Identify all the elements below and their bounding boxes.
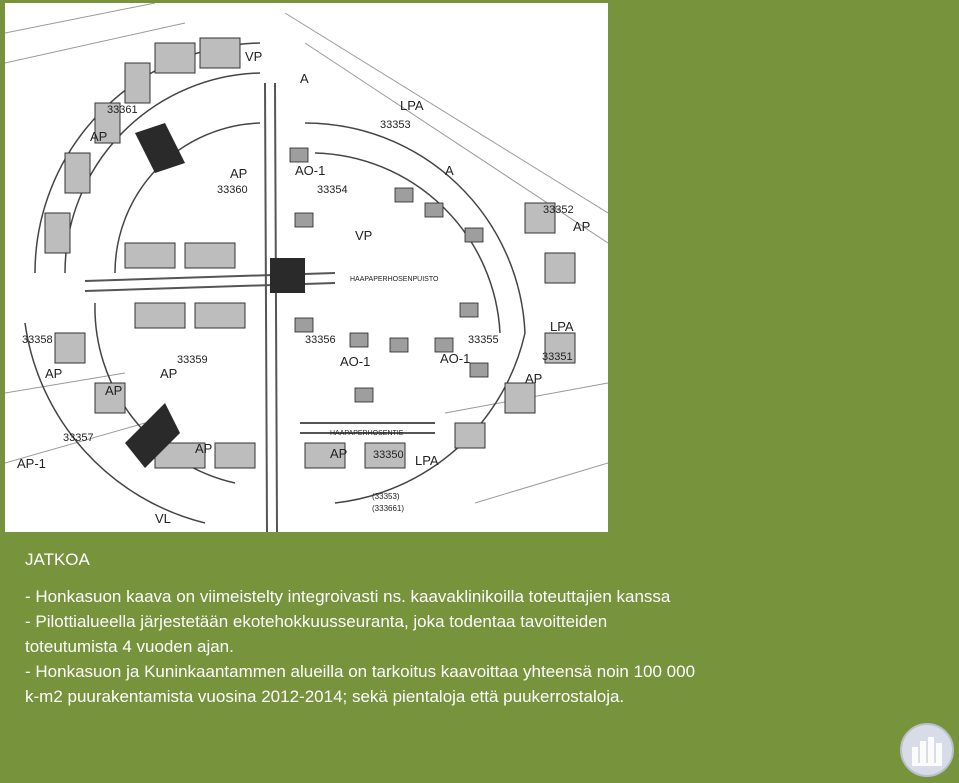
label-ap-8: AP	[330, 446, 348, 461]
label-33361: 33361	[107, 104, 138, 116]
label-ap-1-zone: AP-1	[17, 456, 46, 471]
label-street-2: HAAPAPERHOSENTIE	[330, 430, 404, 437]
label-ao1-a: AO-1	[295, 163, 326, 178]
label-33359: 33359	[177, 354, 208, 366]
label-33358: 33358	[22, 334, 53, 346]
body-line-2: - Pilottialueella järjestetään ekotehokkuusseuranta, joka todentaa tavoitteiden	[25, 612, 608, 631]
label-ao1-b: AO-1	[340, 354, 371, 369]
label-ap-7: AP	[105, 383, 123, 398]
label-ap-4: AP	[45, 366, 63, 381]
body-line-3: toteutumista 4 vuoden ajan.	[25, 637, 234, 656]
label-33357: 33357	[63, 432, 94, 444]
label-33350: 33350	[373, 449, 404, 461]
label-box-1: (33353)	[372, 492, 400, 501]
label-33356: 33356	[305, 334, 336, 346]
label-a-2: A	[445, 163, 454, 178]
body-line-5: k-m2 puurakentamista vuosina 2012-2014; sekä pientaloja että puukerrostaloja.	[25, 687, 625, 706]
body-line-1: - Honkasuon kaava on viimeistelty integroivasti ns. kaavaklinikoilla toteuttajien kanssa	[25, 587, 671, 606]
label-lpa-right: LPA	[550, 319, 574, 334]
label-ap-3: AP	[573, 219, 591, 234]
label-lpa-top: LPA	[400, 98, 424, 113]
label-street-1: HAAPAPERHOSENPUISTO	[350, 276, 439, 283]
label-lpa-bottom: LPA	[415, 453, 439, 468]
label-ap-5: AP	[160, 366, 178, 381]
slide-body	[25, 584, 925, 709]
label-a-1: A	[300, 71, 309, 86]
label-ap-1: AP	[90, 129, 108, 144]
label-vp-top: VP	[245, 49, 263, 64]
label-33355: 33355	[468, 334, 499, 346]
body-line-4: - Honkasuon ja Kuninkaantammen alueilla on tarkoitus kaavoittaa yhteensä noin 100 000	[25, 662, 696, 681]
label-33351: 33351	[542, 351, 573, 363]
label-ap-2: AP	[230, 166, 248, 181]
label-vl: VL	[155, 511, 171, 526]
label-vp-mid: VP	[355, 228, 373, 243]
label-33353: 33353	[380, 119, 411, 131]
site-plan-image	[5, 3, 608, 532]
label-ap-9: AP	[195, 441, 213, 456]
label-33354: 33354	[317, 184, 348, 196]
label-ao1-c: AO-1	[440, 351, 471, 366]
label-ap-6: AP	[525, 371, 543, 386]
label-box-2: (333661)	[372, 504, 405, 513]
label-33360: 33360	[217, 184, 248, 196]
slide-heading: JATKOA	[25, 550, 90, 569]
city-logo-icon	[900, 723, 954, 777]
label-33352: 33352	[543, 204, 574, 216]
